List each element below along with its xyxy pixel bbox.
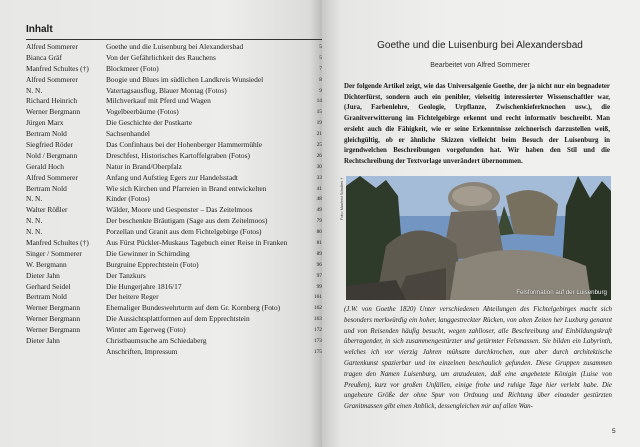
toc-entry-title: Die Aussichtsplattformen auf dem Epprechtstein — [106, 314, 250, 324]
toc-entry-title: Goethe und die Luisenburg bei Alexandersbad — [106, 42, 244, 51]
toc-page-number: 26 — [316, 152, 322, 159]
toc-entry-title: Sachsenhandel — [106, 129, 150, 139]
toc-row — [26, 184, 322, 195]
toc-entry-title: Wälder, Moore und Gespenster – Das Zeitelmoos — [106, 205, 253, 215]
toc-author: N. N. — [26, 216, 43, 226]
photo-caption: Felsformation auf der Luisenburg — [516, 289, 607, 296]
article-byline: Bearbeitet von Alfred Sommerer — [430, 62, 530, 69]
toc-page-number: 172 — [313, 327, 322, 334]
toc-entry-title: Der heitere Reger — [106, 292, 159, 302]
toc-row — [26, 129, 322, 140]
toc-page-number: 8 — [319, 76, 322, 83]
toc-author: Dieter Jahn — [26, 336, 60, 346]
toc-author: Bertram Nold — [26, 292, 67, 302]
toc-author: N. N. — [26, 227, 43, 237]
toc-author: Manfred Schultes (†) — [26, 238, 89, 248]
toc-row — [26, 140, 322, 151]
toc-page-number: 89 — [316, 250, 322, 257]
toc-entry-title: Porzellan und Granit aus dem Fichtelgebirge (Fotos) — [106, 227, 262, 237]
toc-author: N. N. — [26, 85, 43, 95]
toc-page-number: 14 — [316, 98, 322, 105]
toc-author: Manfred Schultes (†) — [26, 63, 89, 73]
toc-entry-title: Dreschfest, Historisches Kartoffelgraben (Fotos) — [106, 150, 250, 160]
toc-entry-title: Christbaumsuche am Schiedaberg — [106, 336, 207, 346]
toc-row — [26, 162, 322, 173]
toc-author: Bertram Nold — [26, 183, 67, 193]
toc-entry-title: Vogelbeerbäume (Fotos) — [106, 107, 179, 117]
toc-entry-title: Wie sich Kirchen und Pfarreien in Brand entwickelten — [106, 183, 267, 193]
toc-page-number: 96 — [316, 261, 322, 268]
toc-author: Nold / Bergmann — [26, 150, 78, 160]
toc-row — [26, 96, 322, 107]
toc-author: Alfred Sommerer — [26, 74, 78, 84]
toc-author: Walter Rößler — [26, 205, 68, 215]
toc-page-number: 25 — [316, 142, 322, 149]
toc-page-number: 162 — [313, 305, 322, 312]
toc-page-number: 5 — [319, 44, 322, 50]
toc-author: Werner Bergmann — [26, 325, 81, 335]
toc-author: Alfred Sommerer — [26, 172, 78, 182]
toc-entry-title: Anfang und Aufstieg Egers zur Handelsstadt — [106, 172, 238, 182]
toc-author: W. Bergmann — [26, 259, 67, 269]
toc-entry-title: Die Hungerjahre 1816/17 — [106, 281, 182, 291]
toc-entry-title: Vatertagsausflug, Blauer Montag (Fotos) — [106, 85, 227, 95]
toc-page-number: 5 — [319, 54, 322, 61]
toc-entry-title: Anschriften, Impressum — [106, 346, 178, 356]
toc-entry-title: Aus Fürst Pückler-Muskaus Tagebuch einer Reise in Franken — [106, 238, 288, 248]
toc-entry-title: Von der Gefährlichkeit des Rauchens — [106, 52, 216, 62]
toc-page-number: 161 — [313, 294, 322, 301]
toc-row — [26, 42, 322, 53]
toc-list — [26, 42, 322, 358]
toc-author: Werner Bergmann — [26, 303, 81, 313]
toc-row — [26, 205, 322, 216]
toc-row — [26, 271, 322, 282]
toc-entry-title: Der Tanzkurs — [106, 270, 146, 280]
toc-entry-title: Milchverkauf mit Pferd und Wagen — [106, 96, 211, 106]
toc-entry-title: Die Gewinner in Schirnding — [106, 248, 190, 258]
toc-row — [26, 194, 322, 205]
toc-page-number: 9 — [319, 87, 322, 94]
toc-entry-title: Ehemaliger Bundeswehrturm auf dem Gr. Kornberg (Foto) — [106, 303, 281, 313]
toc-page-number: 33 — [316, 174, 322, 181]
toc-page-number: 21 — [316, 131, 322, 138]
page-number: 5 — [612, 428, 616, 435]
toc-row — [26, 86, 322, 97]
toc-row — [26, 238, 322, 249]
toc-author: Bianca Gräf — [26, 52, 62, 62]
toc-page-number: 80 — [316, 229, 322, 236]
toc-author: Alfred Sommerer — [26, 42, 78, 51]
toc-row — [26, 282, 322, 293]
toc-entry-title: Kinder (Fotos) — [106, 194, 150, 204]
toc-page-number: 175 — [313, 348, 322, 355]
toc-page-number: 15 — [316, 109, 322, 116]
toc-entry-title: Die Geschichte der Postkarte — [106, 118, 192, 128]
toc-author: Singer / Sommerer — [26, 248, 82, 258]
toc-entry-title: Burgruine Epprechtstein (Foto) — [106, 259, 199, 269]
toc-author: Dieter Jahn — [26, 270, 60, 280]
toc-entry-title: Der beschenkte Bräutigam (Sage aus dem Zeitelmoos) — [106, 216, 268, 226]
toc-divider — [26, 39, 322, 40]
toc-author: Siegfried Röder — [26, 140, 73, 150]
toc-entry-title: Boogie und Blues im südlichen Landkreis Wunsiedel — [106, 74, 264, 84]
toc-entry-title: Das Confinhaus bei der Hohenberger Hammermühle — [106, 140, 263, 150]
toc-author: Bertram Nold — [26, 129, 67, 139]
toc-row — [26, 216, 322, 227]
toc-author: Werner Bergmann — [26, 314, 81, 324]
toc-page-number: 49 — [316, 207, 322, 214]
toc-page-number: 41 — [316, 185, 322, 192]
toc-author: Jürgen Marx — [26, 118, 64, 128]
toc-row — [26, 325, 322, 336]
toc-row — [26, 118, 322, 129]
article-body: (J.W. von Goethe 1820) Unter verschiedenen Abteilungen des Fichtelgebirges macht sich besonders merkwürdig ein hoher, langgestreckter Rücken, von alten Zeiten her Luxburg genannt und von Reisenden häufig besucht, wegen zahlloser, alle Beschreibung und Einbildungskraft überragender, in sich zusammengestürzter und getürmter Felsmassen. Sie bilden ein Labyrinth, welches ich vor vierzig Jahren mühsam durchkrochen, nun aber durch architektische Gartenkunst spazierbar und im einzelnen beschaulich gefunden. Diese Gruppen zusammen tragen den Namen Luisenburg, um anzudeuten, daß eine angebetete Königin (Luise von Preußen), kurz vor großen Unfällen, einige frohe und ruhige Tage hier verlebt habe. Die ungeheure Größe der ohne Spur von Ordnung und Richtung über einander gestürzten Granitmassen gibt einen Anblick, dessengleichen mir auf allen Wan- — [344, 306, 612, 411]
toc-row — [26, 107, 322, 118]
toc-author: Gerald Hoch — [26, 161, 64, 171]
article-title: Goethe und die Luisenburg bei Alexandersbad — [377, 40, 583, 51]
toc-heading: Inhalt — [26, 24, 53, 35]
toc-row — [26, 249, 322, 260]
toc-row — [26, 347, 322, 358]
toc-row — [26, 53, 322, 64]
toc-row — [26, 151, 322, 162]
toc-entry-title: Natur in Brand/Oberpfalz — [106, 161, 182, 171]
toc-row — [26, 227, 322, 238]
photo-illustration — [346, 176, 611, 300]
toc-page-number: 81 — [316, 240, 322, 247]
toc-row — [26, 292, 322, 303]
toc-row — [26, 303, 322, 314]
toc-page-number: 99 — [316, 283, 322, 290]
toc-author: N. N. — [26, 194, 43, 204]
toc-row — [26, 260, 322, 271]
toc-page-number: 30 — [316, 163, 322, 170]
toc-author: Werner Bergmann — [26, 107, 81, 117]
toc-row — [26, 336, 322, 347]
toc-author: Richard Heinrich — [26, 96, 78, 106]
toc-page-number: 19 — [316, 120, 322, 127]
toc-page-number: 97 — [316, 272, 322, 279]
photo-credit: Foto: Manfred Schultes † — [340, 177, 344, 220]
toc-page-number: 79 — [316, 218, 322, 225]
rock-formation-photo — [346, 176, 611, 300]
toc-page-number: 173 — [313, 338, 322, 345]
toc-entry-title: Winter am Egerweg (Foto) — [106, 325, 186, 335]
article-intro: Der folgende Artikel zeigt, wie das Universalgenie Goethe, der ja nicht nur ein begnadeter Dichterfürst, sondern auch ein penibler, vielseitig interessierter Wissenschaftler war, (Jura, Farbenlehre, Geologie, Urpflanze, Zwischenkieferknochen usw.), die Granitverwitterung im Fichtelgebirge erkennt und recht informativ beschreibt. Man ersieht auch die Fähigkeit, wie er seine Erkenntnisse zeichnerisch darzustellen weiß, gleichgültig, ob er ähnliche Skizzen vielleicht beim Besuch der Luisenburg in irgendwelchen Beschreibungen vorgefunden hat. Wir haben den Stil und die Rechtschreibung der Textvorlage unverändert übernommen. — [344, 83, 610, 165]
toc-page-number: 7 — [319, 65, 322, 72]
toc-author: Gerhard Seidel — [26, 281, 71, 291]
toc-row — [26, 314, 322, 325]
toc-entry-title: Blockmeer (Foto) — [106, 63, 159, 73]
toc-row — [26, 64, 322, 75]
toc-row — [26, 75, 322, 86]
toc-page-number: 48 — [316, 196, 322, 203]
toc-row — [26, 173, 322, 184]
toc-page-number: 163 — [313, 316, 322, 323]
